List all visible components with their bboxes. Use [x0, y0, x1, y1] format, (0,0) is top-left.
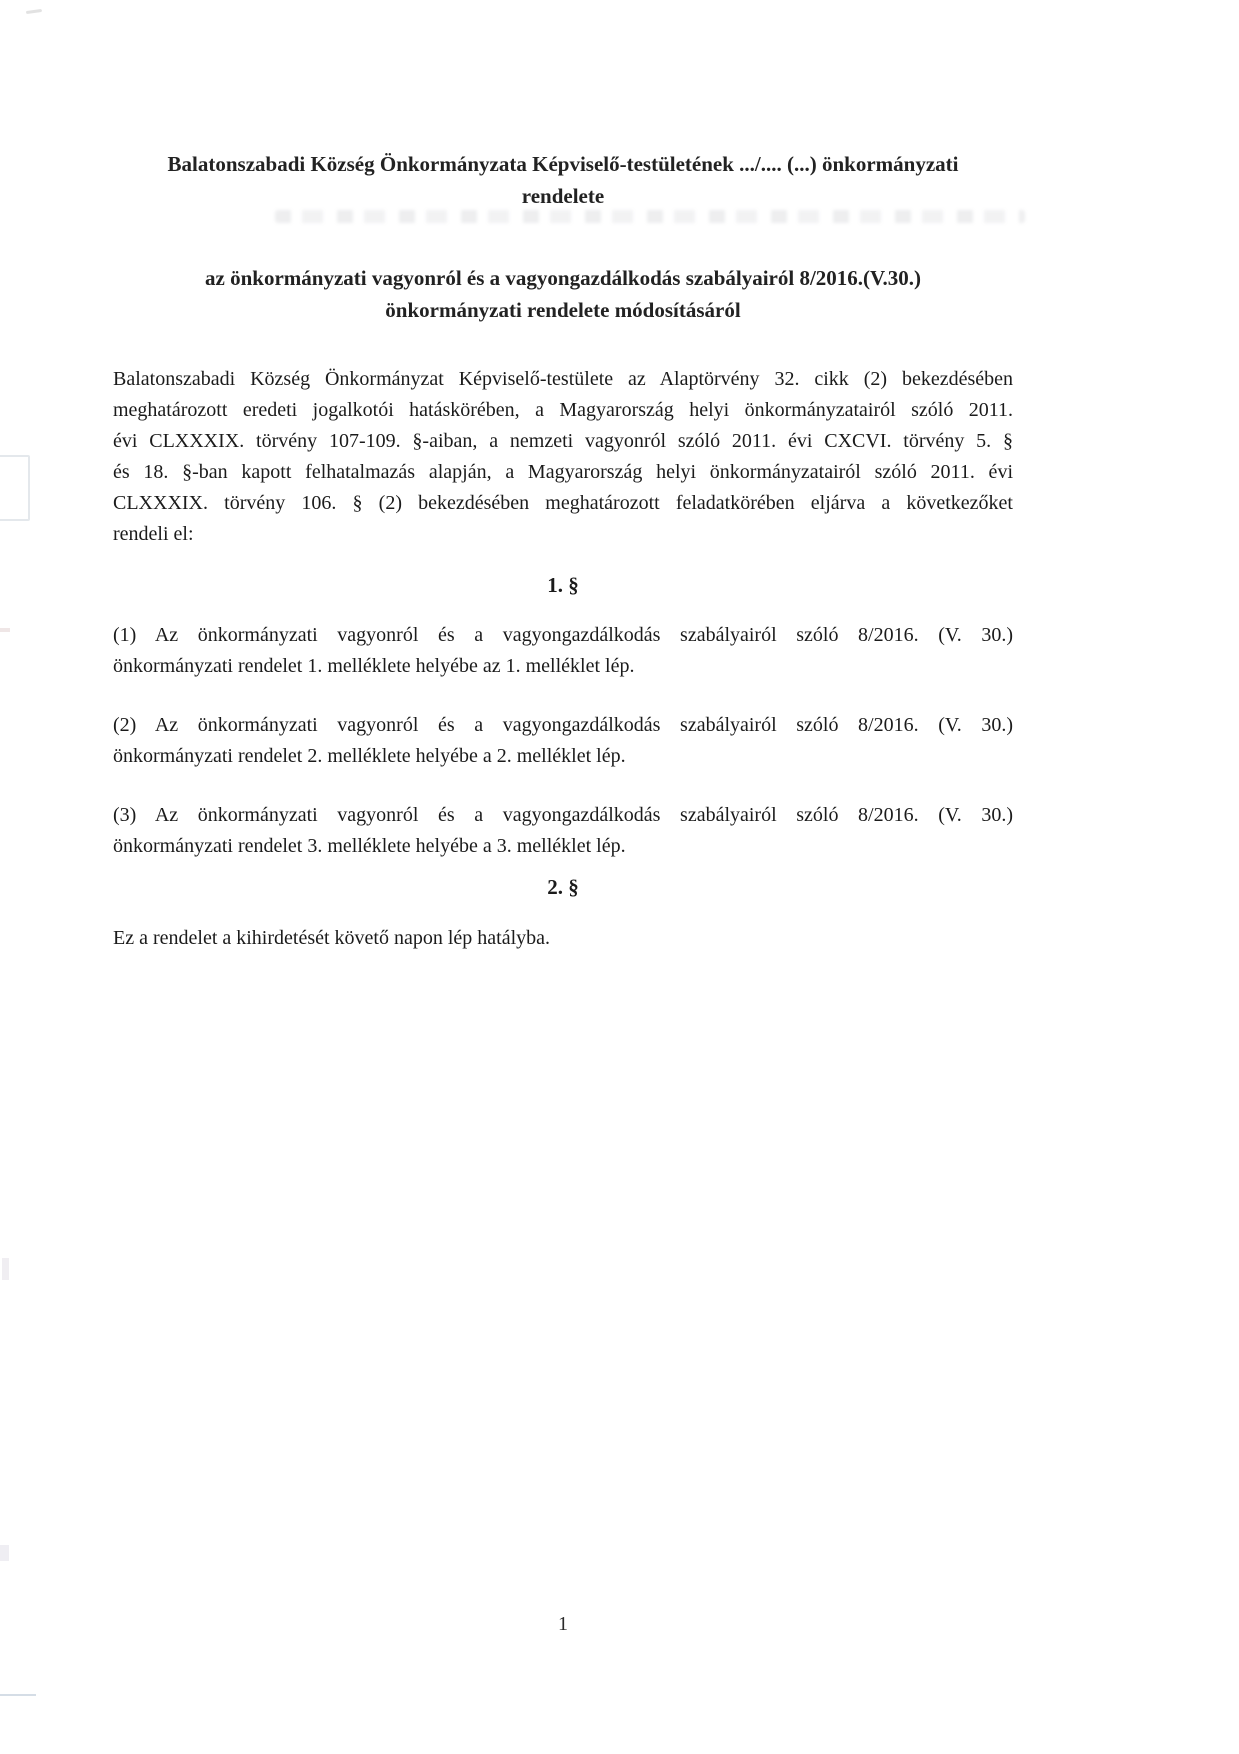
scan-artifact	[0, 1545, 9, 1561]
document-title	[113, 148, 1013, 212]
scan-artifact	[2, 1258, 9, 1280]
section-2-text: Ez a rendelet a kihirdetését követő napon lép hatályba.	[113, 927, 551, 949]
section-1-paragraph-3	[113, 800, 1013, 862]
section-1-heading: 1. §	[547, 573, 579, 597]
document-title-line-2: rendelete	[521, 184, 605, 208]
section-1-paragraph-2-line-1: (2) Az önkormányzati vagyonról és a vagyongazdálkodás szabályairól szóló 8/2016. (V. 30.)	[113, 714, 1013, 736]
page-number: 1	[558, 1613, 568, 1635]
document-subtitle-line-1: az önkormányzati vagyonról és a vagyongazdálkodás szabályairól 8/2016.(V.30.)	[205, 266, 921, 290]
section-1-paragraph-1	[113, 620, 1013, 682]
preamble-line-6: rendeli el:	[113, 523, 194, 545]
preamble-line-1: Balatonszabadi Község Önkormányzat Képviselő-testülete az Alaptörvény 32. cikk (2) bekezdésében	[113, 368, 1013, 390]
section-1-paragraph-1-line-1: (1) Az önkormányzati vagyonról és a vagyongazdálkodás szabályairól szóló 8/2016. (V. 30.)	[113, 624, 1013, 646]
preamble-line-4: és 18. §-ban kapott felhatalmazás alapján, a Magyarország helyi önkormányzatairól szóló 2011. évi	[113, 461, 1013, 483]
document-title-line-1: Balatonszabadi Község Önkormányzata Képviselő-testületének .../.... (...) önkormányzati	[167, 152, 959, 176]
section-1-paragraph-3-line-2: önkormányzati rendelet 3. melléklete helyébe a 3. melléklet lép.	[113, 835, 626, 857]
document-content	[113, 0, 1013, 1635]
scan-artifact	[0, 628, 10, 632]
section-1-paragraph-2	[113, 710, 1013, 772]
document-subtitle	[113, 262, 1013, 326]
section-1-paragraph-1-line-2: önkormányzati rendelet 1. melléklete helyébe az 1. melléklet lép.	[113, 655, 635, 677]
preamble-line-2: meghatározott eredeti jogalkotói hatáskörében, a Magyarország helyi önkormányzatairól szóló 2011.	[113, 399, 1013, 421]
scan-artifact	[0, 1694, 36, 1696]
section-1-paragraph-3-line-1: (3) Az önkormányzati vagyonról és a vagyongazdálkodás szabályairól szóló 8/2016. (V. 30.)	[113, 804, 1013, 826]
document-subtitle-line-2: önkormányzati rendelete módosításáról	[385, 298, 741, 322]
preamble-line-5: CLXXXIX. törvény 106. § (2) bekezdésében meghatározott feladatkörében eljárva a következőket	[113, 492, 1013, 514]
section-1-paragraph-2-line-2: önkormányzati rendelet 2. melléklete helyébe a 2. melléklet lép.	[113, 745, 626, 767]
preamble-paragraph	[113, 364, 1013, 550]
scan-artifact	[26, 9, 42, 14]
section-2-heading: 2. §	[547, 875, 579, 899]
preamble-line-3: évi CLXXXIX. törvény 107-109. §-aiban, a nemzeti vagyonról szóló 2011. évi CXCVI. törvény 5. §	[113, 430, 1013, 452]
scan-artifact	[0, 455, 30, 521]
